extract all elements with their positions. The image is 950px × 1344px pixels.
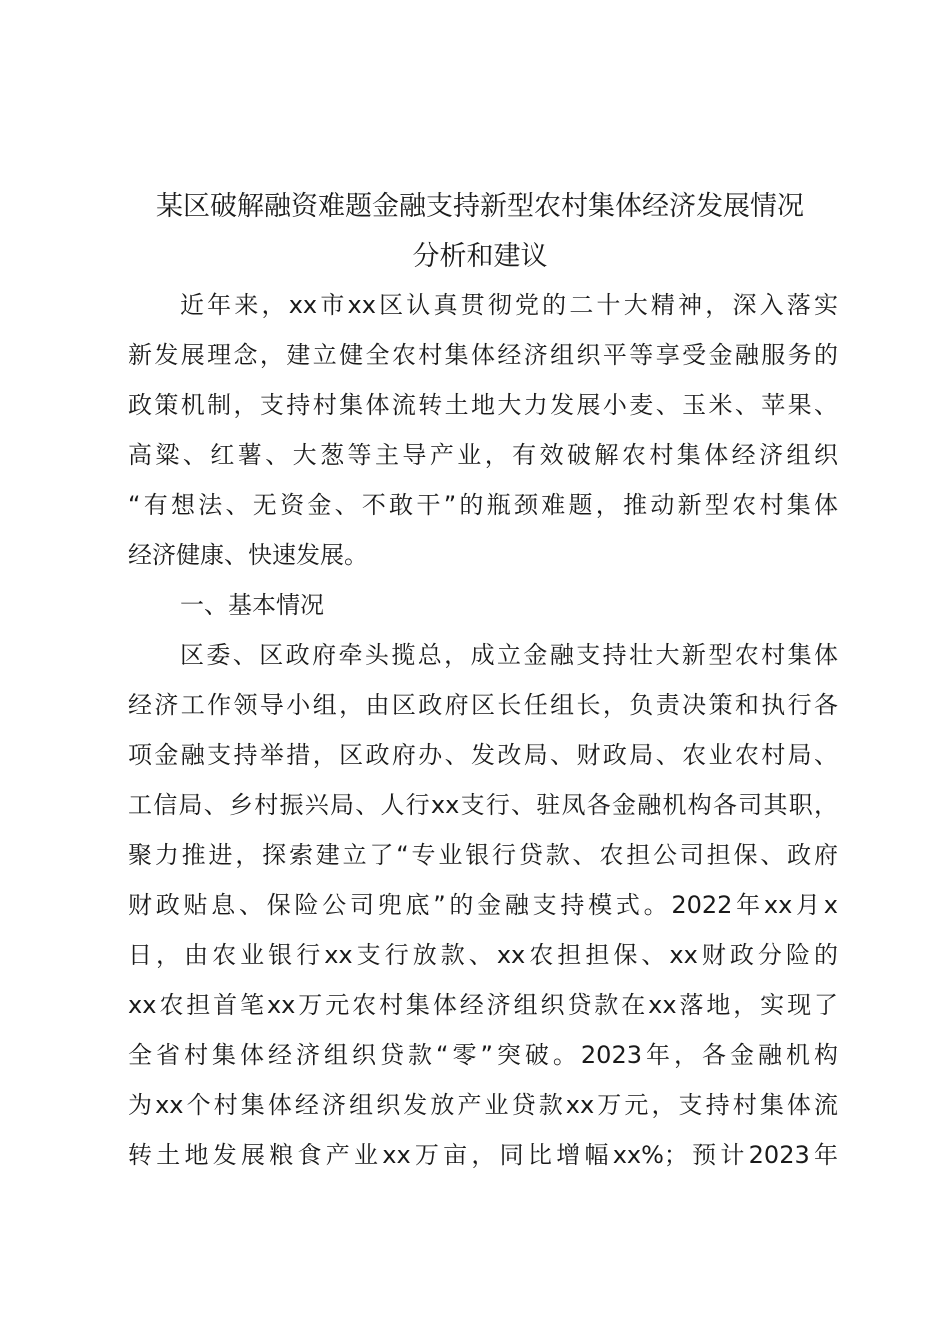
intro-line-4: 高粱、红薯、大葱等主导产业，有效破解农村集体经济组织 (128, 441, 838, 469)
section1-line-11: 转土地发展粮食产业xx万亩，同比增幅xx%；预计2023年 (128, 1141, 838, 1169)
intro-line-5: “有想法、无资金、不敢干”的瓶颈难题，推动新型农村集体 (128, 491, 838, 519)
intro-line-3: 政策机制，支持村集体流转土地大力发展小麦、玉米、苹果、 (128, 391, 838, 419)
section-heading-basic-situation: 一、基本情况 (180, 591, 324, 619)
document-title-line-1: 某区破解融资难题金融支持新型农村集体经济发展情况 (156, 191, 804, 222)
section1-line-2: 经济工作领导小组，由区政府区长任组长，负责决策和执行各 (128, 691, 838, 719)
section1-line-3: 项金融支持举措，区政府办、发改局、财政局、农业农村局、 (128, 741, 838, 769)
intro-line-1: 近年来，xx市xx区认真贯彻党的二十大精神，深入落实 (180, 291, 838, 319)
intro-line-2: 新发展理念，建立健全农村集体经济组织平等享受金融服务的 (128, 341, 838, 369)
section1-line-4: 工信局、乡村振兴局、人行xx支行、驻凤各金融机构各司其职， (128, 791, 838, 819)
intro-line-6: 经济健康、快速发展。 (128, 541, 368, 569)
document-title-line-2: 分析和建议 (412, 241, 548, 272)
section1-line-1: 区委、区政府牵头揽总，成立金融支持壮大新型农村集体 (180, 641, 838, 669)
section1-line-8: xx农担首笔xx万元农村集体经济组织贷款在xx落地，实现了 (128, 991, 838, 1019)
section1-line-6: 财政贴息、保险公司兜底”的金融支持模式。2022年xx月x (128, 891, 838, 919)
section1-line-10: 为xx个村集体经济组织发放产业贷款xx万元，支持村集体流 (128, 1091, 838, 1119)
section1-line-5: 聚力推进，探索建立了“专业银行贷款、农担公司担保、政府 (128, 841, 838, 869)
section1-line-9: 全省村集体经济组织贷款“零”突破。2023年，各金融机构 (128, 1041, 838, 1069)
section1-line-7: 日，由农业银行xx支行放款、xx农担担保、xx财政分险的 (128, 941, 838, 969)
